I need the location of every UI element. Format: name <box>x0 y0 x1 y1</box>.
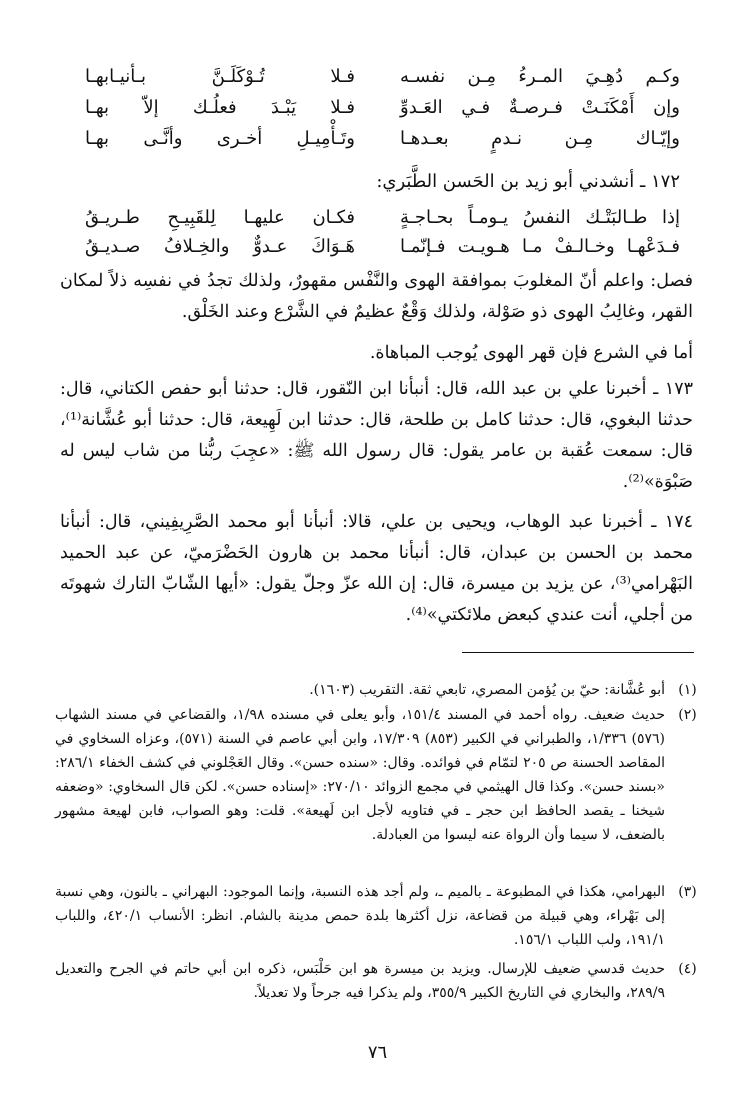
report-173-paragraph: ١٧٣ ـ أخبرنا علي بن عبد الله، قال: أنبأنا ابن النّقور، قال: حدثنا أبو حفص الكتاني، قال: حدثنا البغوي، قال: حدثنا كامل بن طلحة، قال: حدثنا ابن لَهِيعة، قال: حدثنا أبو عُشَّانة⁽¹⁾، قال: سمعت عُقبة بن عامر يقول: قال رسول الله ﷺ: «عجِبَ ربُّنا من شاب ليس له صَبْوَة»⁽²⁾. <box>60 379 693 492</box>
footnote-number: (١) <box>678 682 697 698</box>
footnote-separator <box>462 652 694 653</box>
verse-line-4 <box>85 203 680 233</box>
verse-first-hemistich: وإن أَمْكَنَـتْ فـرصـةٌ فـي العَـدوِّ <box>400 97 680 118</box>
footnote-text: حديث ضعيف. رواه أحمد في المسند ١٥١/٤، وأبو يعلى في مسنده ١/٩٨، والقضاعي في مسند الشهاب (٥٧٦) ١/٣٣٦، والطبراني في الكبير (٨٥٣) ١٧/٣٠٩، وابن أبي عاصم في السنة (٥٧١)، وعزاه السخاوي في المقاصد الحسنة ص ٢٠٥ لتمّام في فوائده. وقال: «سنده حسن». وقال العَجْلوني في كشف الخفاء ٢٨٦/١: «بسند حسن». وكذا قال الهيثمي في مجمع الزوائد ٢٧٠/١٠: «إسناده حسن». لكن قال السخاوي: «وضعفه شيخنا ـ يقصد الحافظ ابن حجر ـ في فتاويه لأجل ابن لَهيعة». قلت: وهو الصواب، فابن لهيعة مشهور بالضعف، لا سيما وأن الرواة عنه ليسوا من العبادلة. <box>55 707 666 843</box>
fasl-paragraph: فصل: واعلم أنّ المغلوبَ بموافقة الهوى والنَّفْس مقهورٌ، ولذلك تجدُ في نفسِه ذلاً لمكان القهر، وغالِبُ الهوى ذو صَوْلة، ولذلك وَقْعٌ عظيمٌ في الشَّرْع وعند الخَلْق. <box>60 271 693 322</box>
footnote-text: أبو عُشَّانة: حيّ بن يُؤمن المصري، تابعي ثقة. التقريب (١٦٠٣). <box>309 682 665 698</box>
report-174-paragraph: ١٧٤ ـ أخبرنا عبد الوهاب، ويحيى بن علي، قالا: أنبأنا أبو محمد الصَّرِيفِيني، قال: أنبأنا محمد بن الحسن بن عبدان، قال: أنبأنا محمد بن هارون الحَضْرَميّ، عن عبد الحميد البَهْرامي⁽³⁾، عن يزيد بن ميسرة، قال: إن الله عزّ وجلّ يقول: «أيها الشّابّ التارك شهوتَه من أجلي، أنت عندي كبعض ملائكتي»⁽⁴⁾. <box>60 512 693 625</box>
footnote-1 <box>55 678 710 702</box>
verse-second-hemistich: فكـان عليهـا لِلقَبِيـحِ طـريـقُ <box>85 207 355 228</box>
verse-second-hemistich: فـلا تُـوْكَلَـنَّ بـأنيـابهـا <box>85 66 355 87</box>
page-number: ٧٦ <box>367 1042 388 1063</box>
verse-second-hemistich: وتَـأْمِيـلِ أخـرى وأنَّـى بهـا <box>85 128 355 149</box>
shar-paragraph: أما في الشرع فإن قهر الهوى يُوجب المباهاة. <box>369 343 693 363</box>
report-172-heading: ١٧٢ ـ أنشدني أبو زيد بن الحَسن الطَّبَري: <box>376 171 680 192</box>
verse-line-2 <box>85 93 680 123</box>
footnote-number: (٣) <box>678 884 697 900</box>
verse-first-hemistich: إذا طـالبَتْـك النفسُ يـومـاً بحـاجـةٍ <box>400 207 680 228</box>
footnote-3 <box>55 880 710 952</box>
footnote-text: حديث قدسي ضعيف للإرسال. ويزيد بن ميسرة هو ابن حَلْبَس، ذكره ابن أبي حاتم في الجرح والتعديل ٢٨٩/٩، والبخاري في التاريخ الكبير ٣٥٥/٩، ولم يذكرا فيه جرحاً ولا تعديلاً. <box>55 961 665 1001</box>
verse-first-hemistich: وإيّـاك مِـن نـدمٍ بعـدهـا <box>400 128 680 149</box>
footnote-2 <box>55 703 710 847</box>
footnote-4 <box>55 957 710 1005</box>
footnote-number: (٢) <box>678 707 697 723</box>
verse-second-hemistich: هَـوَاكَ عـدوٌّ والخِـلافُ صـديـقُ <box>85 236 355 257</box>
verse-first-hemistich: فـدَعْهـا وخـالـفْ مـا هـويـت فـإنّمـا <box>400 236 680 257</box>
verse-line-3 <box>85 124 680 154</box>
footnote-text: البهرامي، هكذا في المطبوعة ـ بالميم ـ، ولم أجد هذه النسبة، وإنما الموجود: البهراني ـ بالنون، وهي نسبة إلى بَهْراء، وهي قبيلة من قضاعة، نزل أكثرها بلدة حمص مدينة بالشام. انظر: الأنساب ٤٢٠/١، واللباب ١٩١/١، ولب اللباب ١٥٦/١. <box>55 884 665 948</box>
verse-first-hemistich: وكـم دُهِـيَ المـرءُ مِـن نفسـه <box>400 66 680 87</box>
verse-second-hemistich: فـلا يَبْـدَ فعلُـك إلاّ بهـا <box>85 97 355 118</box>
verse-line-5 <box>85 232 680 262</box>
footnote-number: (٤) <box>678 961 697 977</box>
verse-line-1 <box>85 62 680 92</box>
